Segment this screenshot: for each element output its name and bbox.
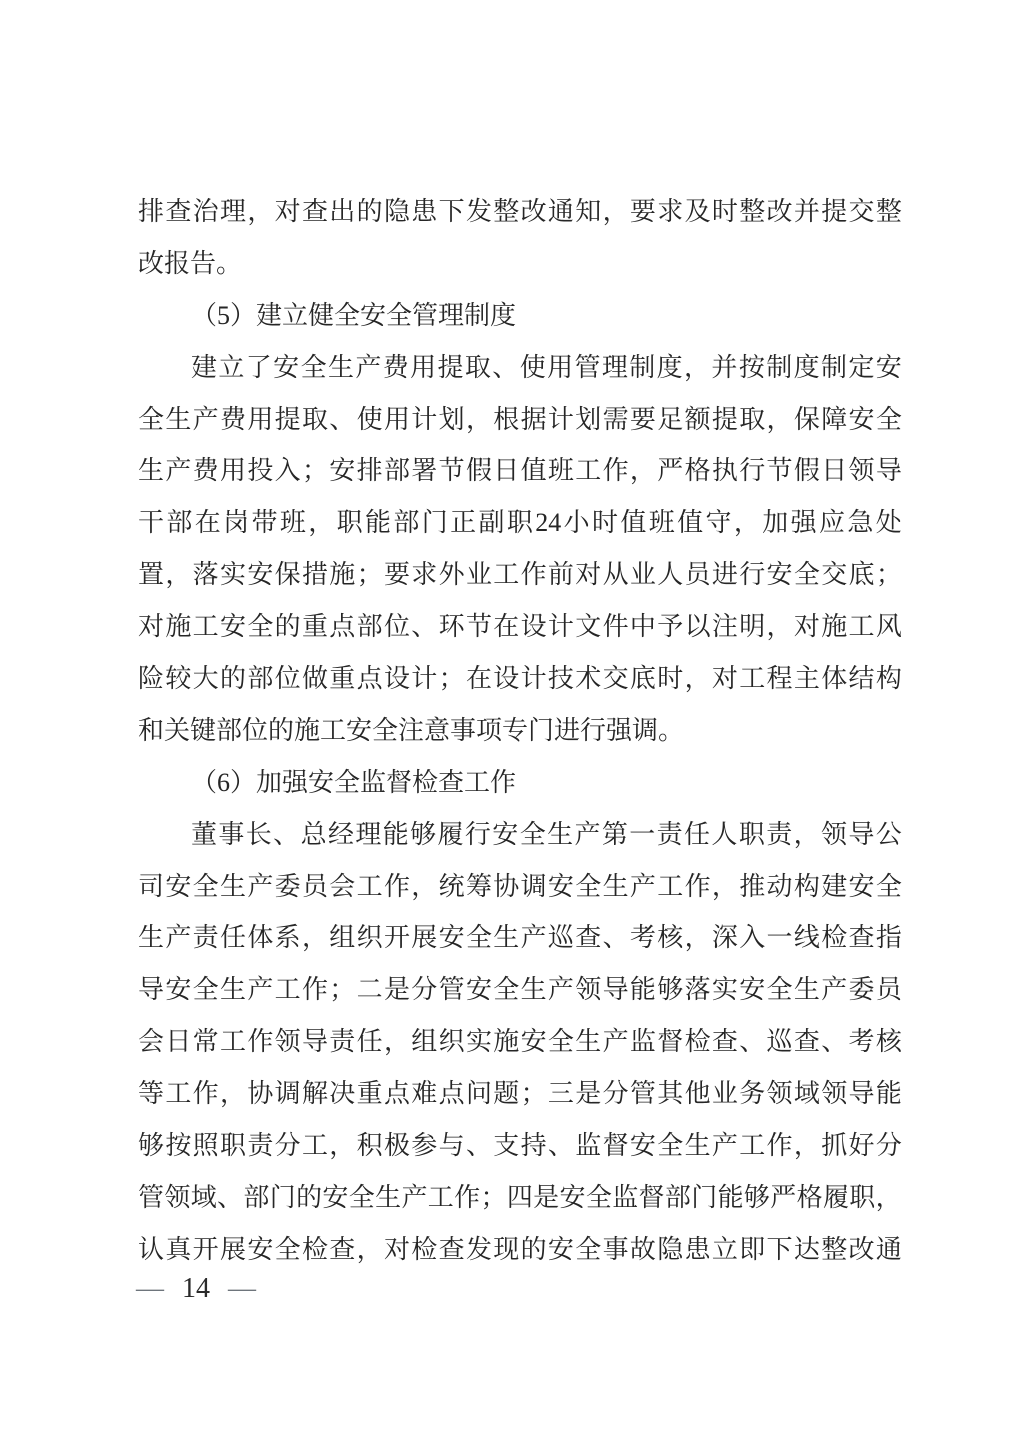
text-line: 对 施 工 安 全 的 重 点 部 位 、 环 节 在 设 计 文 件 中 予 以 注 明 ， 对 施 工 风: [138, 612, 902, 642]
footer-left-dash: —: [136, 1273, 164, 1304]
text-line: 和关键部位的施工安全注意事项专门进行强调。: [138, 715, 685, 745]
text-line: 等 工 作 ， 协 调 解 决 重 点 难 点 问 题 ； 三 是 分 管 其 他 业 务 领 域 领 导 能: [138, 1079, 902, 1109]
text-line: 生 产 费 用 投 入 ； 安 排 部 署 节 假 日 值 班 工 作 ， 严 格 执 行 节 假 日 领 导: [138, 456, 902, 486]
text-line: 够 按 照 职 责 分 工 ， 积 极 参 与 、 支 持 、 监 督 安 全 生 产 工 作 ， 抓 好 分: [138, 1131, 902, 1161]
page-number: 14: [182, 1273, 210, 1304]
text-line: 置 ， 落 实 安 保 措 施 ； 要 求 外 业 工 作 前 对 从 业 人 员 进 行 安 全 交 底 ；: [138, 560, 902, 590]
text-line: 险 较 大 的 部 位 做 重 点 设 计 ； 在 设 计 技 术 交 底 时 ， 对 工 程 主 体 结 构: [138, 664, 902, 694]
text-line: 干 部 在 岗 带 班 ， 职 能 部 门 正 副 职 24 小 时 值 班 值 守 ， 加 强 应 急 处: [138, 508, 902, 538]
text-line: 全 生 产 费 用 提 取 、 使 用 计 划 ， 根 据 计 划 需 要 足 额 提 取 ， 保 障 安 全: [138, 404, 902, 434]
text-line: 董 事 长 、 总 经 理 能 够 履 行 安 全 生 产 第 一 责 任 人 职 责 ， 领 导 公: [191, 819, 902, 849]
text-line: 管 领 域 、 部 门 的 安 全 生 产 工 作 ； 四 是 安 全 监 督 部 门 能 够 严 格 履 职 ，: [138, 1182, 902, 1212]
text-line: 排 查 治 理 ， 对 查 出 的 隐 患 下 发 整 改 通 知 ， 要 求 及 时 整 改 并 提 交 整: [138, 197, 902, 226]
text-line: 改报告。: [138, 248, 243, 278]
section-heading-6: （6）加强安全监督检查工作: [191, 767, 517, 797]
text-line: 会 日 常 工 作 领 导 责 任 ， 组 织 实 施 安 全 生 产 监 督 检 查 、 巡 查 、 考 核: [138, 1027, 902, 1057]
text-line: 认 真 开 展 安 全 检 查 ， 对 检 查 发 现 的 安 全 事 故 隐 患 立 即 下 达 整 改 通: [138, 1234, 902, 1264]
text-line: 导 安 全 生 产 工 作 ； 二 是 分 管 安 全 生 产 领 导 能 够 落 实 安 全 生 产 委 员: [138, 975, 902, 1005]
text-line: 建 立 了 安 全 生 产 费 用 提 取 、 使 用 管 理 制 度 ， 并 按 制 度 制 定 安: [191, 352, 902, 382]
text-line: 生 产 责 任 体 系 ， 组 织 开 展 安 全 生 产 巡 查 、 考 核 ， 深 入 一 线 检 查 指: [138, 923, 902, 953]
text-line: 司 安 全 生 产 委 员 会 工 作 ， 统 筹 协 调 安 全 生 产 工 作 ， 推 动 构 建 安 全: [138, 871, 902, 901]
page-footer: [136, 1272, 256, 1306]
footer-right-dash: —: [228, 1273, 256, 1304]
section-heading-5: （5）建立健全安全管理制度: [191, 300, 517, 330]
text-block: [138, 186, 902, 1276]
